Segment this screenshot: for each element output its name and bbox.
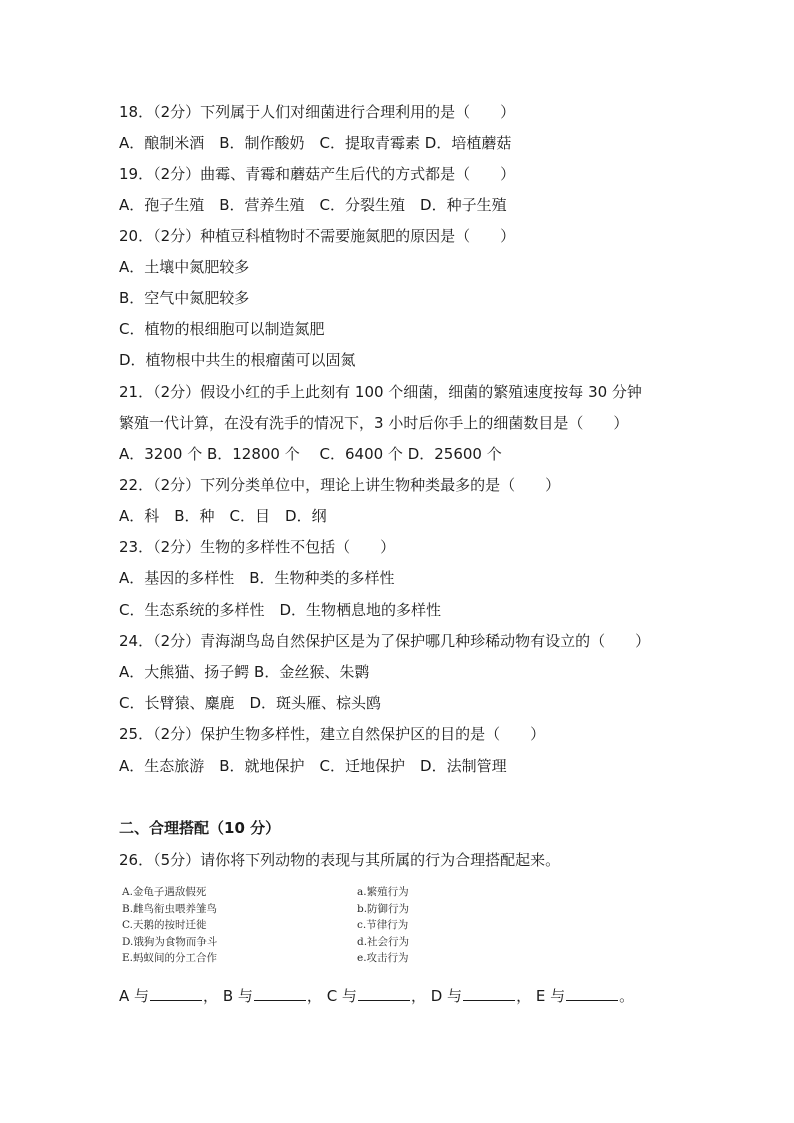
category-list — [357, 884, 409, 967]
answer-line — [119, 986, 634, 1006]
answer-e-blank[interactable] — [566, 986, 618, 1001]
section-title: 二、合理搭配（10 分） — [119, 819, 281, 837]
question-21-line-1: 21．（2分）假设小红的手上此刻有 100 个细菌，细菌的繁殖速度按每 30 分钟 — [119, 383, 642, 401]
answer-a-label: A 与 — [119, 987, 150, 1005]
answer-d-sep: ， — [516, 987, 532, 1005]
answer-c-label: C 与 — [326, 987, 357, 1005]
answer-e-label: E 与 — [535, 987, 566, 1005]
behavior-item: D.饿狗为食物而争斗 — [122, 935, 218, 948]
question-20: 20．（2分）种植豆科植物时不需要施氮肥的原因是（ ） — [119, 227, 516, 245]
question-18: 18．（2分）下列属于人们对细菌进行合理利用的是（ ） — [119, 103, 516, 121]
question-21-line-2: 繁殖一代计算，在没有洗手的情况下，3 小时后你手上的细菌数目是（ ） — [119, 414, 629, 432]
answer-c-blank[interactable] — [358, 986, 410, 1001]
question-20-option-b: B．空气中氮肥较多 — [119, 289, 250, 307]
answer-b-label: B 与 — [222, 987, 253, 1005]
matching-figure — [122, 884, 442, 974]
category-item: d.社会行为 — [357, 935, 410, 948]
question-19-options: A．孢子生殖 B．营养生殖 C．分裂生殖 D．种子生殖 — [119, 196, 507, 214]
question-20-option-a: A．土壤中氮肥较多 — [119, 258, 250, 276]
question-26: 26．（5分）请你将下列动物的表现与其所属的行为合理搭配起来。 — [119, 851, 561, 869]
question-24-options-cd: C．长臂猿、麋鹿 D．斑头雁、棕头鸥 — [119, 694, 382, 712]
question-23-options-ab: A．基因的多样性 B．生物种类的多样性 — [119, 569, 395, 587]
behavior-list — [122, 884, 217, 967]
category-item: c.节律行为 — [357, 919, 409, 931]
question-19: 19．（2分）曲霉、青霉和蘑菇产生后代的方式都是（ ） — [119, 165, 516, 183]
question-18-options: A．酿制米酒 B．制作酸奶 C．提取青霉素 D．培植蘑菇 — [119, 134, 512, 152]
answer-c-sep: ， — [410, 987, 426, 1005]
question-25: 25．（2分）保护生物多样性，建立自然保护区的目的是（ ） — [119, 725, 546, 743]
question-22-options: A．科 B．种 C．目 D．纲 — [119, 507, 327, 525]
answer-e-sep: 。 — [619, 987, 635, 1005]
behavior-item: B.雌鸟衔虫喂养雏鸟 — [122, 902, 218, 915]
question-25-options: A．生态旅游 B．就地保护 C．迁地保护 D．法制管理 — [119, 757, 507, 775]
behavior-item: A.金龟子遇敌假死 — [122, 886, 207, 898]
question-21-options: A．3200 个 B．12800 个 C．6400 个 D．25600 个 — [119, 445, 502, 463]
question-22: 22．（2分）下列分类单位中，理论上讲生物种类最多的是（ ） — [119, 476, 561, 494]
category-item: e.攻击行为 — [357, 952, 409, 964]
answer-a-sep: ， — [203, 987, 219, 1005]
answer-d-label: D 与 — [430, 987, 463, 1005]
answer-a-blank[interactable] — [150, 986, 202, 1001]
question-24: 24．（2分）青海湖鸟岛自然保护区是为了保护哪几种珍稀动物有设立的（ ） — [119, 632, 651, 650]
question-24-options-ab: A．大熊猫、扬子鳄 B．金丝猴、朱鹮 — [119, 663, 370, 681]
question-23: 23．（2分）生物的多样性不包括（ ） — [119, 538, 396, 556]
question-20-option-d: D．植物根中共生的根瘤菌可以固氮 — [119, 351, 356, 369]
answer-d-blank[interactable] — [463, 986, 515, 1001]
question-20-option-c: C．植物的根细胞可以制造氮肥 — [119, 320, 325, 338]
behavior-item: C.天鹅的按时迁徙 — [122, 919, 207, 931]
category-item: b.防御行为 — [357, 902, 410, 915]
question-23-options-cd: C．生态系统的多样性 D．生物栖息地的多样性 — [119, 601, 442, 619]
category-item: a.繁殖行为 — [357, 886, 409, 898]
behavior-item: E.蚂蚁间的分工合作 — [122, 952, 218, 964]
answer-b-blank[interactable] — [254, 986, 306, 1001]
answer-b-sep: ， — [306, 987, 322, 1005]
